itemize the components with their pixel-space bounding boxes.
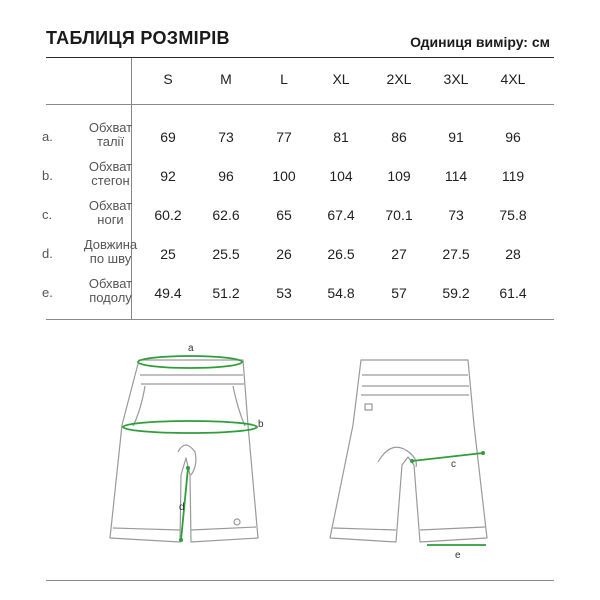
table-cell: 61.4 (499, 285, 527, 301)
size-header: 3XL (443, 71, 469, 87)
table-cell: 73 (218, 129, 234, 145)
row-letter: d. (42, 246, 53, 261)
table-cell: 27.5 (442, 246, 470, 262)
waist-measure-mark (138, 356, 242, 368)
measure-dot (410, 459, 414, 463)
row-label-line: Обхват (88, 159, 133, 174)
row-letter: b. (42, 168, 53, 183)
label-b: b (258, 419, 264, 430)
table-cell: 28 (505, 246, 521, 262)
leg-measure-mark (412, 453, 483, 461)
size-header: M (220, 71, 232, 87)
size-header: L (280, 71, 288, 87)
table-cell: 54.8 (327, 285, 355, 301)
page-header (46, 28, 554, 52)
table-cell: 53 (276, 285, 292, 301)
table-cell: 25.5 (212, 246, 240, 262)
table-cell: 70.1 (385, 207, 413, 223)
table-bottom-divider (46, 319, 554, 320)
table-row (42, 235, 554, 273)
label-d: d (179, 502, 185, 513)
row-label-line: Довжина (83, 237, 138, 252)
header-divider (46, 104, 554, 105)
row-label-line: подолу (89, 290, 132, 305)
table-cell: 65 (276, 207, 292, 223)
row-label-line: Обхват (88, 198, 133, 213)
table-cell: 86 (391, 129, 407, 145)
measure-dot (179, 538, 183, 542)
table-cell: 114 (444, 168, 468, 184)
size-header: XL (332, 71, 350, 87)
label-e: e (455, 550, 461, 561)
table-cell: 73 (448, 207, 464, 223)
row-label-line: стегон (91, 173, 130, 188)
label-a: a (188, 343, 194, 354)
table-cell: 27 (391, 246, 407, 262)
table-cell: 104 (329, 168, 353, 184)
measure-dot (481, 451, 485, 455)
table-row (42, 157, 554, 195)
table-cell: 59.2 (442, 285, 470, 301)
row-letter: e. (42, 285, 53, 300)
table-row (42, 118, 554, 156)
table-cell: 51.2 (212, 285, 240, 301)
row-letter: c. (42, 207, 53, 222)
shorts-measurement-diagram (0, 330, 600, 575)
hip-measure-mark (123, 421, 257, 433)
measure-dot (186, 466, 190, 470)
size-header: 4XL (500, 71, 526, 87)
row-label-line: ноги (97, 212, 124, 227)
table-cell: 25 (160, 246, 176, 262)
size-header: 2XL (386, 71, 412, 87)
table-cell: 100 (272, 168, 296, 184)
table-cell: 67.4 (327, 207, 355, 223)
footer-divider (46, 580, 554, 581)
unit-label: Одиниця виміру: см (410, 34, 550, 50)
table-cell: 77 (276, 129, 292, 145)
table-cell: 75.8 (499, 207, 527, 223)
table-cell: 81 (333, 129, 349, 145)
page-title: ТАБЛИЦЯ РОЗМІРІВ (46, 28, 230, 48)
table-cell: 96 (218, 168, 234, 184)
table-cell: 60.2 (154, 207, 182, 223)
row-label-line: талії (96, 134, 125, 149)
table-cell: 92 (160, 168, 176, 184)
table-cell: 62.6 (212, 207, 240, 223)
row-label-line: Обхват (88, 276, 133, 291)
label-c: c (451, 459, 456, 470)
table-cell: 49.4 (154, 285, 182, 301)
table-row (42, 196, 554, 234)
row-label-line: по шву (89, 251, 132, 266)
table-cell: 96 (505, 129, 521, 145)
table-cell: 91 (448, 129, 464, 145)
table-row (42, 274, 554, 312)
table-cell: 26.5 (327, 246, 355, 262)
top-divider (46, 57, 554, 58)
size-header: S (163, 71, 173, 87)
row-label-line: Обхват (88, 120, 133, 135)
table-cell: 69 (160, 129, 176, 145)
table-cell: 119 (501, 168, 525, 184)
table-cell: 57 (391, 285, 407, 301)
shorts-back-icon (330, 360, 487, 542)
row-letter: a. (42, 129, 53, 144)
table-cell: 109 (387, 168, 411, 184)
table-cell: 26 (276, 246, 292, 262)
